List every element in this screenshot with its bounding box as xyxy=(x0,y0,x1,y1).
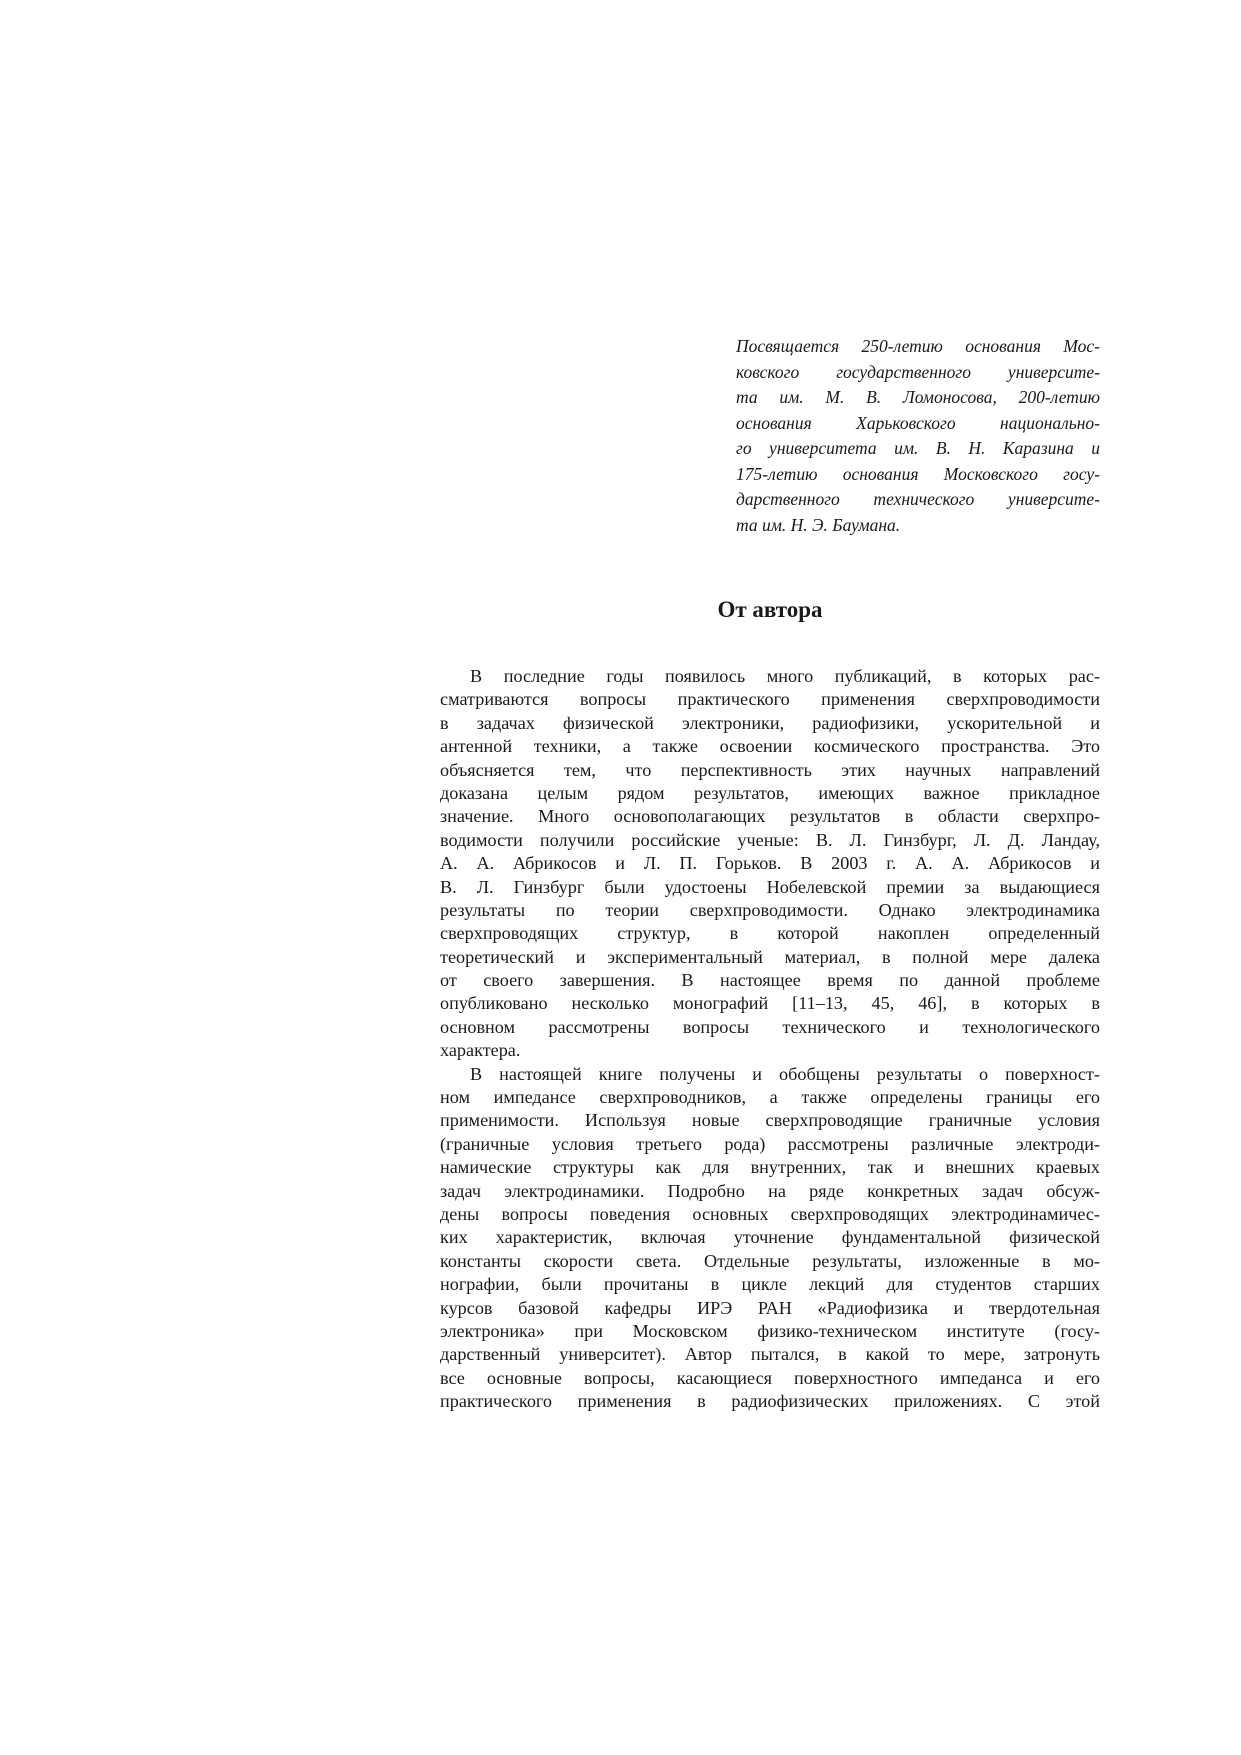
text-line: сматриваются вопросы практического применения сверхпроводимости xyxy=(440,689,1100,710)
text-line: ном импедансе сверхпроводников, а также определены границы его xyxy=(440,1087,1100,1108)
dedication-line: 175-летию основания Московского госу- xyxy=(736,463,1100,484)
text-line: объясняется тем, что перспективность этих научных направлений xyxy=(440,759,1100,780)
text-line: антенной техники, а также освоении космического пространства. Это xyxy=(440,736,1100,757)
text-line: значение. Много основополагающих результатов в области сверхпро- xyxy=(440,806,1100,827)
text-line: дарственный университет). Автор пытался, в какой то мере, затронуть xyxy=(440,1344,1100,1365)
dedication-line: та им. Н. Э. Баумана. xyxy=(736,514,901,535)
text-line: константы скорости света. Отдельные результаты, изложенные в мо- xyxy=(440,1250,1100,1271)
text-line: сверхпроводящих структур, в которой накоплен определенный xyxy=(440,923,1100,944)
section-title: От автора xyxy=(717,597,823,622)
dedication-line: та им. М. В. Ломоносова, 200-летию xyxy=(736,387,1100,407)
text-line: результаты по теории сверхпроводимости. Однако электродинамика xyxy=(440,899,1100,920)
text-line: в задачах физической электроники, радиофизики, ускорительной и xyxy=(440,712,1100,733)
dedication-line: основания Харьковского национально- xyxy=(736,412,1100,433)
text-line: от своего завершения. В настоящее время по данной проблеме xyxy=(440,970,1100,991)
text-line: применимости. Используя новые сверхпроводящие граничные условия xyxy=(440,1110,1100,1131)
text-line: нографии, были прочитаны в цикле лекций для студентов старших xyxy=(440,1274,1100,1295)
text-line: все основные вопросы, касающиеся поверхностного импеданса и его xyxy=(440,1367,1100,1388)
paragraph-2 xyxy=(440,1063,1100,1414)
dedication-epigraph xyxy=(736,334,1100,538)
text-line: курсов базовой кафедры ИРЭ РАН «Радиофизика и твердотельная xyxy=(440,1297,1100,1318)
text-line: (граничные условия третьего рода) рассмотрены различные электроди- xyxy=(440,1133,1100,1154)
text-line: задач электродинамики. Подробно на ряде конкретных задач обсуж- xyxy=(440,1180,1100,1201)
text-line: В последние годы появилось много публикаций, в которых рас- xyxy=(470,666,1100,686)
dedication-line: го университета им. В. Н. Каразина и xyxy=(736,438,1100,458)
text-line: дены вопросы поведения основных сверхпроводящих электродинамичес- xyxy=(440,1203,1100,1224)
text-line: теоретический и экспериментальный материал, в полной мере далека xyxy=(440,946,1100,967)
text-line: основном рассмотрены вопросы технического и технологического xyxy=(440,1016,1100,1037)
dedication-line: Посвящается 250-летию основания Мос- xyxy=(736,336,1100,356)
body-text xyxy=(440,665,1100,1414)
text-line: практического применения в радиофизических приложениях. С этой xyxy=(440,1391,1100,1412)
text-line: доказана целым рядом результатов, имеющих важное прикладное xyxy=(440,782,1100,803)
dedication-line: ковского государственного университе- xyxy=(736,361,1100,382)
text-line: В. Л. Гинзбург были удостоены Нобелевской премии за выдающиеся xyxy=(440,876,1100,897)
dedication-line: дарственного технического университе- xyxy=(736,489,1100,509)
text-line: А. А. Абрикосов и Л. П. Горьков. В 2003 г. А. А. Абрикосов и xyxy=(440,853,1100,874)
text-line: В настоящей книге получены и обобщены результаты о поверхност- xyxy=(470,1063,1100,1084)
text-line: электроника» при Московском физико-техническом институте (госу- xyxy=(440,1320,1100,1341)
text-line: водимости получили российские ученые: В. Л. Гинзбург, Л. Д. Ландау, xyxy=(440,829,1100,850)
text-line: характера. xyxy=(440,1040,521,1061)
text-line: ких характеристик, включая уточнение фундаментальной физической xyxy=(440,1227,1100,1248)
text-line: намические структуры как для внутренних, так и внешних краевых xyxy=(440,1157,1100,1178)
paragraph-1 xyxy=(440,665,1100,1063)
text-line: опубликовано несколько монографий [11–13, 45, 46], в которых в xyxy=(440,993,1100,1014)
